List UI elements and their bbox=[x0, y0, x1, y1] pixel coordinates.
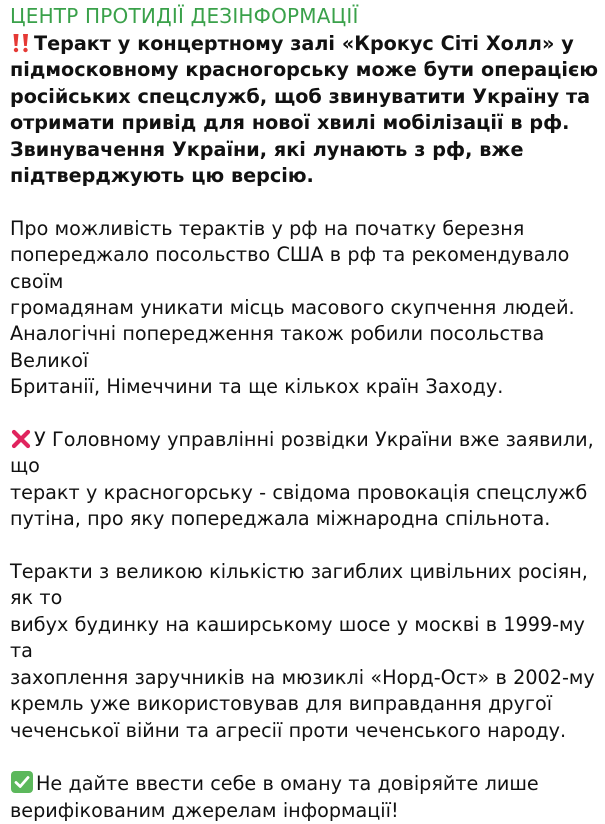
channel-name[interactable]: ЦЕНТР ПРОТИДІЇ ДЕЗІНФОРМАЦІЇ bbox=[10, 4, 359, 28]
headline-line: Теракт у концертному залі «Крокус Сіті Холл» у bbox=[34, 32, 574, 55]
headline bbox=[10, 31, 599, 189]
text-line: Британії, Німеччини та ще кількох країн Заходу. bbox=[10, 375, 504, 399]
spacer bbox=[10, 189, 599, 215]
spacer bbox=[10, 744, 599, 770]
paragraph-intelligence bbox=[10, 427, 599, 533]
text-line: Аналогічні попередження також робили посольства Великої bbox=[10, 322, 545, 372]
headline-line: російських спецслужб, щоб звинуватити Україну та bbox=[10, 84, 591, 108]
text-line: захоплення заручників на мюзиклі «Норд-Ост» в 2002-му bbox=[10, 665, 595, 689]
text-line: Теракти з великою кількістю загиблих цивільних росіян, як то bbox=[10, 560, 588, 610]
paragraph-history bbox=[10, 559, 599, 744]
text-line: вибух будинку на каширському шосе у москві в 1999-му та bbox=[10, 612, 585, 663]
paragraph-advice bbox=[10, 770, 599, 824]
headline-line: підтверджують цю версію. bbox=[10, 164, 314, 188]
text-line: кремль уже використовував для виправдання другої bbox=[10, 692, 553, 716]
check-mark-icon bbox=[10, 770, 34, 794]
text-line: попереджало посольство США в рф та рекомендувало своїм bbox=[10, 243, 570, 293]
spacer bbox=[10, 401, 599, 427]
double-exclamation-icon bbox=[10, 32, 32, 54]
text-line: путіна, про яку попереджала міжнародна спільнота. bbox=[10, 507, 551, 531]
cross-mark-icon bbox=[10, 428, 32, 450]
text-line: чеченської війни та агресії проти чеченського народу. bbox=[10, 718, 567, 742]
headline-line: підмосковному красногорську може бути операцією bbox=[10, 58, 598, 82]
text-line: теракт у красногорську - свідома провокація спецслужб bbox=[10, 480, 588, 504]
spacer bbox=[10, 533, 599, 559]
text-line: верифікованим джерелам інформації! bbox=[10, 798, 399, 822]
text-line: Не дайте ввести себе в оману та довіряйте лише bbox=[36, 772, 539, 796]
headline-line: отримати привід для нової хвилі мобілізації в рф. bbox=[10, 111, 570, 135]
text-line: громадянам уникати місць масового скупчення людей. bbox=[10, 296, 575, 320]
paragraph-embassy-warnings bbox=[10, 216, 599, 401]
headline-line: Звинувачення України, які лунають з рф, вже bbox=[10, 137, 524, 161]
text-line: Про можливість терактів у рф на початку березня bbox=[10, 216, 525, 240]
text-line: У Головному управлінні розвідки України вже заявили, що bbox=[10, 428, 594, 478]
